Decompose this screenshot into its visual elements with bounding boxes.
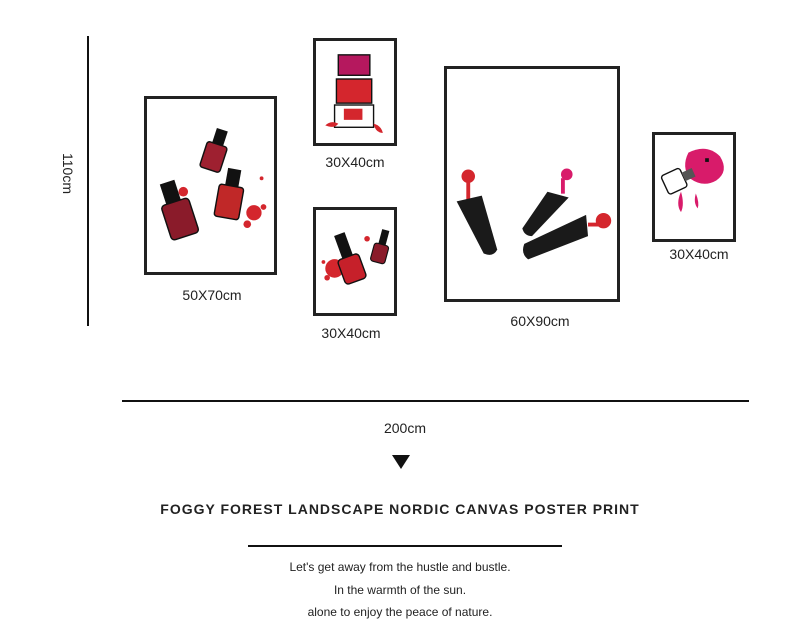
brush-left: [457, 170, 498, 255]
frame-30x40-top: [313, 38, 397, 146]
description-line-3: alone to enjoy the peace of nature.: [307, 605, 493, 619]
bottle-middle: [199, 126, 232, 172]
frame-60x90: [444, 66, 620, 302]
size-label-30x40-top: 30X40cm: [325, 154, 385, 170]
size-label-30x40-right: 30X40cm: [669, 246, 729, 262]
polish-drip: [678, 192, 698, 212]
brushes-illustration: [447, 69, 617, 299]
frame-50x70: [144, 96, 277, 275]
height-dimension-line: [87, 36, 89, 326]
title-divider: [248, 545, 562, 547]
product-title: FOGGY FOREST LANDSCAPE NORDIC CANVAS POSTER PRINT: [160, 501, 640, 517]
description-line-2: In the warmth of the sun.: [333, 583, 467, 597]
frame-30x40-bottom: [313, 207, 397, 316]
width-dimension-line: [122, 400, 749, 402]
bottle-cap-magenta: [338, 55, 370, 75]
size-label-60x90: 60X90cm: [510, 313, 570, 329]
down-arrow-icon: [392, 455, 410, 469]
bottle-red: [336, 79, 371, 103]
stacked-bottles-illustration: [316, 41, 394, 143]
bottle-right: [214, 167, 247, 220]
description-line-1: Let's get away from the hustle and bustle.: [289, 560, 511, 574]
size-label-30x40-bottom: 30X40cm: [321, 325, 381, 341]
polish-splash-illustration: [316, 210, 394, 313]
height-dimension-label: 110cm: [60, 153, 76, 194]
size-label-50x70: 50X70cm: [182, 287, 242, 303]
polish-bottles-illustration: [147, 99, 274, 272]
width-dimension-label: 200cm: [383, 420, 427, 436]
spilling-polish-illustration: [655, 135, 733, 239]
frame-30x40-right: [652, 132, 736, 242]
bottle-small: [370, 228, 393, 264]
bottle-left: [154, 177, 199, 240]
